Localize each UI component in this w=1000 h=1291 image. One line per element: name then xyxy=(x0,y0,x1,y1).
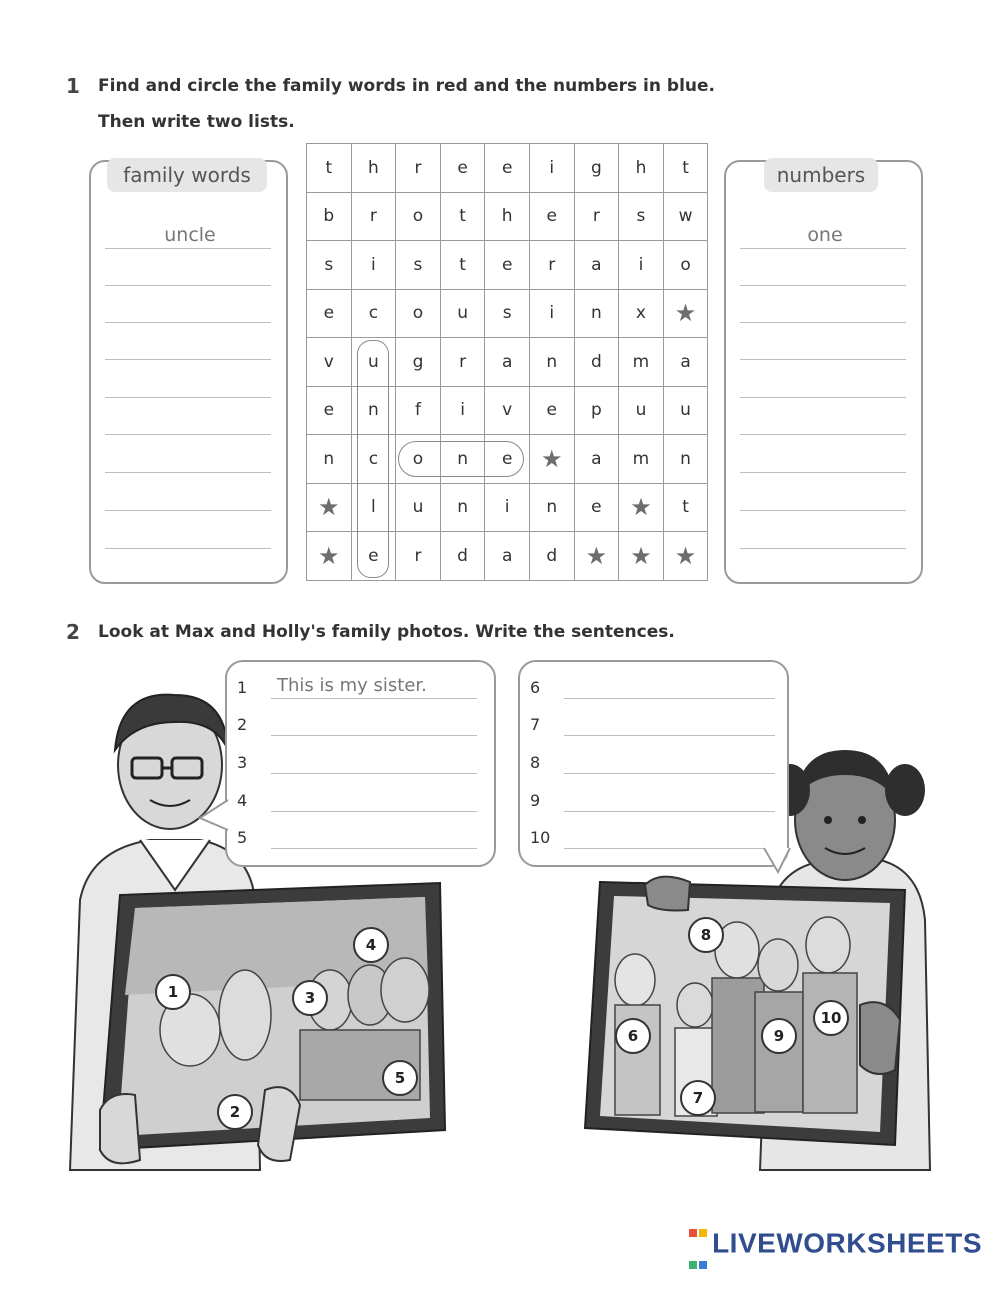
sentence-number: 3 xyxy=(237,753,248,772)
grid-cell[interactable]: d xyxy=(574,338,619,387)
write-line[interactable] xyxy=(105,359,271,360)
sentence-write-line[interactable] xyxy=(564,698,775,699)
exercise-1-instruction: Find and circle the family words in red and the numbers in blue. xyxy=(98,76,715,96)
sentence-row xyxy=(530,715,775,741)
write-line[interactable] xyxy=(740,434,906,435)
sentence-write-line[interactable] xyxy=(564,773,775,774)
grid-cell[interactable]: r xyxy=(529,241,574,290)
grid-cell[interactable]: s xyxy=(307,241,352,290)
sentence-write-line[interactable] xyxy=(271,735,477,736)
sentence-example: This is my sister. xyxy=(277,675,427,696)
photo-label-badge: 5 xyxy=(382,1060,418,1096)
logo-blocks-icon xyxy=(688,1213,708,1277)
photo-label-badge: 3 xyxy=(292,980,328,1016)
sentence-number: 5 xyxy=(237,828,248,847)
star-icon: ★ xyxy=(663,532,708,581)
grid-cell[interactable]: e xyxy=(529,192,574,241)
sentence-row xyxy=(237,715,477,741)
grid-cell[interactable]: i xyxy=(529,144,574,193)
star-icon: ★ xyxy=(574,532,619,581)
photo-label-badge: 7 xyxy=(680,1080,716,1116)
grid-cell[interactable]: e xyxy=(574,483,619,532)
exercise-1-subinstruction: Then write two lists. xyxy=(98,112,295,132)
grid-cell[interactable]: f xyxy=(396,386,441,435)
grid-cell[interactable]: l xyxy=(351,483,396,532)
write-line[interactable] xyxy=(740,472,906,473)
write-line[interactable] xyxy=(740,397,906,398)
sentence-row xyxy=(237,675,477,704)
grid-cell[interactable]: o xyxy=(396,289,441,338)
write-line[interactable] xyxy=(740,359,906,360)
uncle-circle xyxy=(357,340,389,578)
grid-cell[interactable]: o xyxy=(396,435,441,484)
sentence-row xyxy=(530,678,775,704)
family-words-title: family words xyxy=(107,158,267,192)
star-icon: ★ xyxy=(619,483,664,532)
grid-cell[interactable]: a xyxy=(485,532,530,581)
star-icon: ★ xyxy=(307,532,352,581)
grid-cell[interactable]: v xyxy=(485,386,530,435)
grid-cell[interactable]: n xyxy=(529,338,574,387)
exercise-2-number: 2 xyxy=(66,620,80,644)
grid-cell[interactable]: w xyxy=(663,192,708,241)
write-line[interactable] xyxy=(740,510,906,511)
grid-cell[interactable]: s xyxy=(619,192,664,241)
grid-cell[interactable]: n xyxy=(663,435,708,484)
grid-cell[interactable]: n xyxy=(307,435,352,484)
write-line[interactable] xyxy=(105,434,271,435)
grid-cell[interactable]: n xyxy=(440,435,485,484)
photo-label-badge: 10 xyxy=(813,1000,849,1036)
sentence-number: 7 xyxy=(530,715,541,734)
star-icon: ★ xyxy=(663,289,708,338)
sentence-write-line[interactable] xyxy=(564,848,775,849)
grid-cell[interactable]: e xyxy=(485,241,530,290)
family-words-panel xyxy=(89,160,288,584)
holly-bubble-tail xyxy=(760,846,796,876)
numbers-panel xyxy=(724,160,923,584)
photo-label-badge: 1 xyxy=(155,974,191,1010)
grid-cell[interactable]: r xyxy=(396,532,441,581)
grid-cell[interactable]: n xyxy=(574,289,619,338)
sentence-write-line[interactable] xyxy=(271,811,477,812)
grid-cell[interactable]: i xyxy=(440,386,485,435)
grid-cell[interactable]: t xyxy=(440,192,485,241)
grid-cell[interactable]: u xyxy=(619,386,664,435)
write-line[interactable] xyxy=(105,472,271,473)
sentence-row xyxy=(530,791,775,817)
grid-cell[interactable]: c xyxy=(351,289,396,338)
grid-cell[interactable]: m xyxy=(619,338,664,387)
grid-cell[interactable]: e xyxy=(307,386,352,435)
grid-cell[interactable]: t xyxy=(663,144,708,193)
grid-cell[interactable]: h xyxy=(351,144,396,193)
grid-cell[interactable]: s xyxy=(485,289,530,338)
grid-cell[interactable]: n xyxy=(529,483,574,532)
sentence-write-line[interactable] xyxy=(271,773,477,774)
sentence-row xyxy=(237,828,477,854)
grid-cell[interactable]: e xyxy=(440,144,485,193)
grid-cell[interactable]: i xyxy=(529,289,574,338)
max-bubble-tail xyxy=(198,798,230,834)
grid-cell[interactable]: t xyxy=(663,483,708,532)
brand-name: LIVEWORKSHEETS xyxy=(712,1227,982,1259)
grid-cell[interactable]: r xyxy=(574,192,619,241)
grid-cell[interactable]: e xyxy=(351,532,396,581)
photo-label-badge: 9 xyxy=(761,1018,797,1054)
grid-cell[interactable]: t xyxy=(440,241,485,290)
grid-cell[interactable]: c xyxy=(351,435,396,484)
sentence-row xyxy=(530,753,775,779)
write-line[interactable] xyxy=(740,322,906,323)
grid-cell[interactable]: a xyxy=(485,338,530,387)
grid-cell[interactable]: x xyxy=(619,289,664,338)
write-line[interactable] xyxy=(105,285,271,286)
grid-cell[interactable]: a xyxy=(663,338,708,387)
star-icon: ★ xyxy=(529,435,574,484)
sentence-number: 6 xyxy=(530,678,541,697)
grid-cell[interactable]: o xyxy=(396,192,441,241)
grid-cell[interactable]: h xyxy=(485,192,530,241)
sentence-write-line[interactable] xyxy=(564,735,775,736)
grid-cell[interactable]: g xyxy=(574,144,619,193)
one-circle xyxy=(398,441,524,477)
grid-cell[interactable]: r xyxy=(351,192,396,241)
grid-cell[interactable]: e xyxy=(307,289,352,338)
write-line[interactable] xyxy=(105,248,271,249)
grid-cell[interactable]: i xyxy=(351,241,396,290)
grid-cell[interactable]: d xyxy=(440,532,485,581)
grid-cell[interactable]: i xyxy=(619,241,664,290)
sentence-write-line[interactable] xyxy=(271,848,477,849)
grid-cell[interactable]: e xyxy=(529,386,574,435)
star-icon: ★ xyxy=(619,532,664,581)
numbers-example: one xyxy=(807,224,843,246)
write-line[interactable] xyxy=(740,248,906,249)
sentence-number: 4 xyxy=(237,791,248,810)
sentence-row xyxy=(530,828,775,854)
grid-cell[interactable]: u xyxy=(396,483,441,532)
grid-cell[interactable]: a xyxy=(574,241,619,290)
photo-label-badge: 8 xyxy=(688,917,724,953)
max-speech-bubble xyxy=(225,660,496,867)
grid-cell[interactable]: n xyxy=(351,386,396,435)
write-line[interactable] xyxy=(740,285,906,286)
liveworksheets-logo xyxy=(688,1213,982,1277)
grid-cell[interactable]: i xyxy=(485,483,530,532)
write-line[interactable] xyxy=(105,510,271,511)
grid-cell[interactable]: m xyxy=(619,435,664,484)
family-photos-illustration xyxy=(0,650,1000,1210)
grid-cell[interactable]: v xyxy=(307,338,352,387)
grid-cell[interactable]: u xyxy=(440,289,485,338)
grid-cell[interactable]: e xyxy=(485,435,530,484)
exercise-1-number: 1 xyxy=(66,74,80,98)
grid-cell[interactable]: u xyxy=(663,386,708,435)
photo-label-badge: 4 xyxy=(353,927,389,963)
grid-cell[interactable]: o xyxy=(663,241,708,290)
grid-cell[interactable]: s xyxy=(396,241,441,290)
write-line[interactable] xyxy=(105,397,271,398)
grid-cell[interactable]: h xyxy=(619,144,664,193)
photo-label-badge: 2 xyxy=(217,1094,253,1130)
grid-cell[interactable]: a xyxy=(574,435,619,484)
star-icon: ★ xyxy=(307,483,352,532)
grid-cell[interactable]: e xyxy=(485,144,530,193)
grid-cell[interactable]: g xyxy=(396,338,441,387)
max-photo xyxy=(100,883,445,1163)
grid-cell[interactable]: p xyxy=(574,386,619,435)
sentence-number: 8 xyxy=(530,753,541,772)
grid-cell[interactable]: n xyxy=(440,483,485,532)
sentence-number: 1 xyxy=(237,678,248,697)
sentence-row xyxy=(237,791,477,817)
exercise-2-instruction: Look at Max and Holly's family photos. Write the sentences. xyxy=(98,622,675,642)
sentence-write-line[interactable] xyxy=(564,811,775,812)
family-words-example: uncle xyxy=(164,224,216,246)
photo-label-badge: 6 xyxy=(615,1018,651,1054)
holly-photo xyxy=(585,877,905,1145)
write-line[interactable] xyxy=(105,548,271,549)
holly-speech-bubble xyxy=(518,660,789,867)
grid-cell[interactable]: d xyxy=(529,532,574,581)
write-line[interactable] xyxy=(105,322,271,323)
grid-cell[interactable]: r xyxy=(440,338,485,387)
grid-cell[interactable]: t xyxy=(307,144,352,193)
write-line[interactable] xyxy=(740,548,906,549)
grid-cell[interactable]: u xyxy=(351,338,396,387)
numbers-title: numbers xyxy=(764,158,878,192)
grid-cell[interactable]: b xyxy=(307,192,352,241)
sentence-number: 9 xyxy=(530,791,541,810)
sentence-row xyxy=(237,753,477,779)
grid-cell[interactable]: r xyxy=(396,144,441,193)
sentence-number: 2 xyxy=(237,715,248,734)
sentence-write-line[interactable] xyxy=(271,698,477,699)
sentence-number: 10 xyxy=(530,828,551,847)
